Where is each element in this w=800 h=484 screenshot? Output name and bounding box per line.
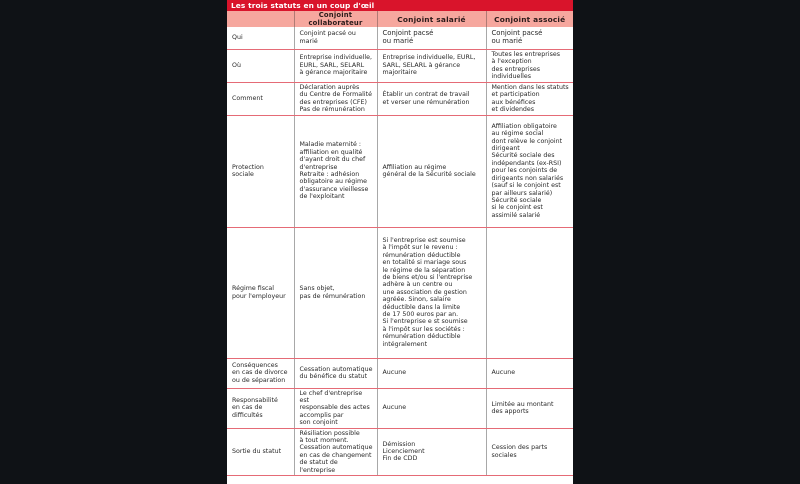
table-cell: Établir un contrat de travail et verser une rémunération	[377, 82, 486, 115]
table-row	[227, 388, 573, 428]
table-row	[227, 428, 573, 475]
table-cell: Cessation automatique du bénéfice du statut	[294, 358, 377, 388]
table-title: Les trois statuts en un coup d'œil	[227, 0, 573, 11]
row-label: Conséquences en cas de divorce ou de séparation	[227, 358, 294, 388]
header-conjoint-collaborateur: Conjoint collaborateur	[294, 11, 377, 27]
table-cell: Maladie maternité : affiliation en qualité d'ayant droit du chef d'entreprise Retraite : adhésion obligatoire au régime d'assurance vieillesse de l'exploitant	[294, 115, 377, 227]
table-cell: Conjoint pacsé ou marié	[486, 27, 573, 49]
comparison-table	[227, 11, 573, 476]
row-label: Sortie du statut	[227, 428, 294, 475]
header-row	[227, 11, 573, 27]
table-cell: Si l'entreprise est soumise à l'impôt sur le revenu : rémunération déductible en totalité si mariage sous le régime de la séparation de biens et/ou si l'entreprise adhère à un centre ou une association de gestion agréée. Sinon, salaire déductible dans la limite de 17 500 euros par an. Si l'entreprise e st soumise à l'impôt sur les sociétés : rémunération déductible intégralement	[377, 227, 486, 358]
table-cell: Limitée au montant des apports	[486, 388, 573, 428]
table-row	[227, 27, 573, 49]
table-row	[227, 358, 573, 388]
table-cell: Déclaration auprès du Centre de Formalité des entreprises (CFE) Pas de rémunération	[294, 82, 377, 115]
comparison-sheet	[227, 0, 573, 484]
table-cell: Entreprise individuelle, EURL, SARL, SELARL à gérance majoritaire	[294, 49, 377, 82]
table-cell: Affiliation au régime général de la Sécurité sociale	[377, 115, 486, 227]
table-row	[227, 82, 573, 115]
row-label: Régime fiscal pour l'employeur	[227, 227, 294, 358]
row-label: Où	[227, 49, 294, 82]
table-cell: Mention dans les statuts et participation aux bénéfices et dividendes	[486, 82, 573, 115]
table-cell: Cession des parts sociales	[486, 428, 573, 475]
table-cell: Aucune	[377, 358, 486, 388]
table-cell: Sans objet, pas de rémunération	[294, 227, 377, 358]
row-label: Comment	[227, 82, 294, 115]
table-cell: Aucune	[486, 358, 573, 388]
row-label: Qui	[227, 27, 294, 49]
table-cell: Aucune	[377, 388, 486, 428]
header-conjoint-salarie: Conjoint salarié	[377, 11, 486, 27]
table-row	[227, 49, 573, 82]
table-cell: Entreprise individuelle, EURL, SARL, SELARL à gérance majoritaire	[377, 49, 486, 82]
row-label: Responsabilité en cas de difficultés	[227, 388, 294, 428]
table-row	[227, 115, 573, 227]
table-cell: Résiliation possible à tout moment. Cessation automatique en cas de changement de statut de l'entreprise	[294, 428, 377, 475]
table-cell: Toutes les entreprises à l'exception des entreprises individuelles	[486, 49, 573, 82]
table-cell	[486, 227, 573, 358]
table-row	[227, 227, 573, 358]
header-conjoint-associe: Conjoint associé	[486, 11, 573, 27]
table-cell: Conjoint pacsé ou marié	[377, 27, 486, 49]
table-cell: Conjoint pacsé ou marié	[294, 27, 377, 49]
header-blank	[227, 11, 294, 27]
table-cell: Démission Licenciement Fin de CDD	[377, 428, 486, 475]
table-cell: Le chef d'entreprise est responsable des actes accomplis par son conjoint	[294, 388, 377, 428]
row-label: Protection sociale	[227, 115, 294, 227]
table-cell: Affiliation obligatoire au régime social dont relève le conjoint dirigeant Sécurité sociale des indépendants (ex-RSI) pour les conjoints de dirigeants non salariés (sauf si le conjoint est par ailleurs salarié) Sécurité sociale si le conjoint est assimilé salarié	[486, 115, 573, 227]
